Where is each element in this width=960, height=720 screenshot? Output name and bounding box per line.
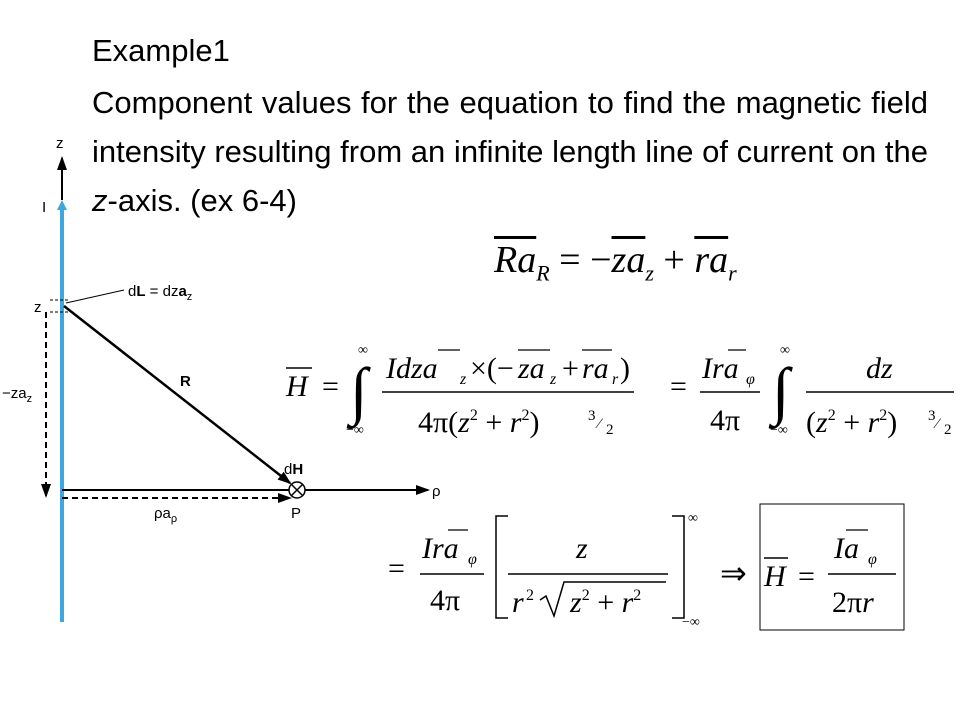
eq3-left-bracket [496,516,508,618]
eq2-dz: dz [866,352,893,385]
eq3-sqrt-content: $z^2 + r^2$ [570,586,642,619]
eq2-integral-2: ∫ [772,355,790,426]
eq2-lower-inf: −∞ [346,423,364,438]
dH-d-text: d [284,461,293,478]
slide-title: Example1 [92,33,230,68]
current-label: I [42,199,47,216]
eq2-upper-inf: ∞ [358,343,368,358]
rho-a-label [154,505,177,525]
dH-bold-text: H [292,461,304,478]
dH-label [284,461,303,478]
dL-d-text: d [128,283,137,300]
equation-R [494,238,737,287]
eq1-za: $\overline{za}$ [611,239,646,281]
dL-label [128,283,192,303]
eq1-Ra: $\overline{Ra}$ [494,239,537,281]
eq1-eq: = − [559,239,612,281]
dL-eq-text: = dz [145,283,179,300]
dL-leader-line [66,290,124,303]
eq3-eq: = [388,552,405,585]
eq2-upper-inf-2: ∞ [780,343,790,358]
eq2-sub-z-1: z [460,371,467,388]
eq2-integral: ∫ [350,355,368,426]
dL-bold-text: L [136,283,146,300]
eq2-exp-2b: 2 [944,422,952,438]
eq3-right-bracket [672,516,684,618]
eq3-H: H [764,560,786,593]
eq2-sub-z-2: z [550,371,557,388]
eq2-ra: ra [582,352,609,385]
eq2-plus: + [562,352,579,385]
eq3-eq-2: = [798,560,815,593]
R-label: R [180,373,191,390]
eq2-4pi: 4π [710,404,741,437]
rho-a-subscript: ρ [170,513,178,525]
eq2-numerator: Idza [386,352,438,385]
eq2-times: ×(− [470,352,514,385]
eq2-H: H [286,370,308,403]
z-tick-label: z [34,299,42,316]
eq3-sub-phi: φ [468,551,477,568]
eq3-2pir: 2πr [832,586,874,619]
eq2-exp-2: 2 [606,422,614,438]
eq3-Ira: Ira [422,532,459,565]
minus-za-label [2,385,32,405]
eq2-za: za [518,352,545,385]
eq3-r: r [512,586,524,619]
eq2-exp-slash: ⁄ [598,416,601,432]
equation-H-integral [278,336,958,456]
dL-a-text: a [178,283,187,300]
z-axis-label: z [56,135,64,152]
eq3-4pi: 4π [430,584,461,617]
eq2-exp-3: 3 [588,408,596,424]
eq3-lower-inf: −∞ [682,615,700,630]
eq3-upper-inf: ∞ [688,511,698,526]
P-label: P [291,505,302,522]
eq2-sub-r: r [612,371,619,388]
eq3-z: z [576,532,588,565]
body-text-end: -axis. (ex 6-4) [107,183,297,218]
eq2-sub-phi: φ [746,371,755,388]
eq1-sub-R: R [536,260,550,286]
eq2-exp-slash-b: ⁄ [936,416,939,432]
R-vector [64,306,293,483]
body-text-start: Component values for the equation to find the magnetic field intensity resulting from an infinite length line of current on the [92,85,928,169]
eq2-denominator: $4\pi(z^2 + r^2)$ [418,406,540,439]
eq2-denominator-2: $(z^2 + r^2)$ [806,406,898,439]
body-text-italic: z [92,183,108,218]
eq3-Ia: Ia [834,532,859,565]
eq1-ra: $\overline{ra}$ [694,239,729,281]
eq1-sub-z: z [645,260,654,286]
eq1-sub-r: r [728,260,737,286]
rho-axis-label: ρ [432,483,441,500]
minus-za-subscript: z [26,393,33,405]
eq2-lower-inf-2: −∞ [770,423,788,438]
eq2-exp-3b: 3 [928,408,936,424]
eq2-eq-2: = [670,370,687,403]
eq3-r-exp: 2 [526,587,534,604]
dL-subscript: z [186,291,193,303]
eq2-Ira: Ira [702,352,739,385]
eq3-implies: ⇒ [720,555,747,591]
rho-a-text: ρa [154,505,171,522]
equation-H-result [384,500,944,640]
eq2-eq: = [322,370,339,403]
eq1-plus: + [663,239,695,281]
eq3-sub-phi-2: φ [868,551,877,568]
eq2-close-paren: ) [620,352,630,385]
minus-za-text: −za [2,385,27,402]
